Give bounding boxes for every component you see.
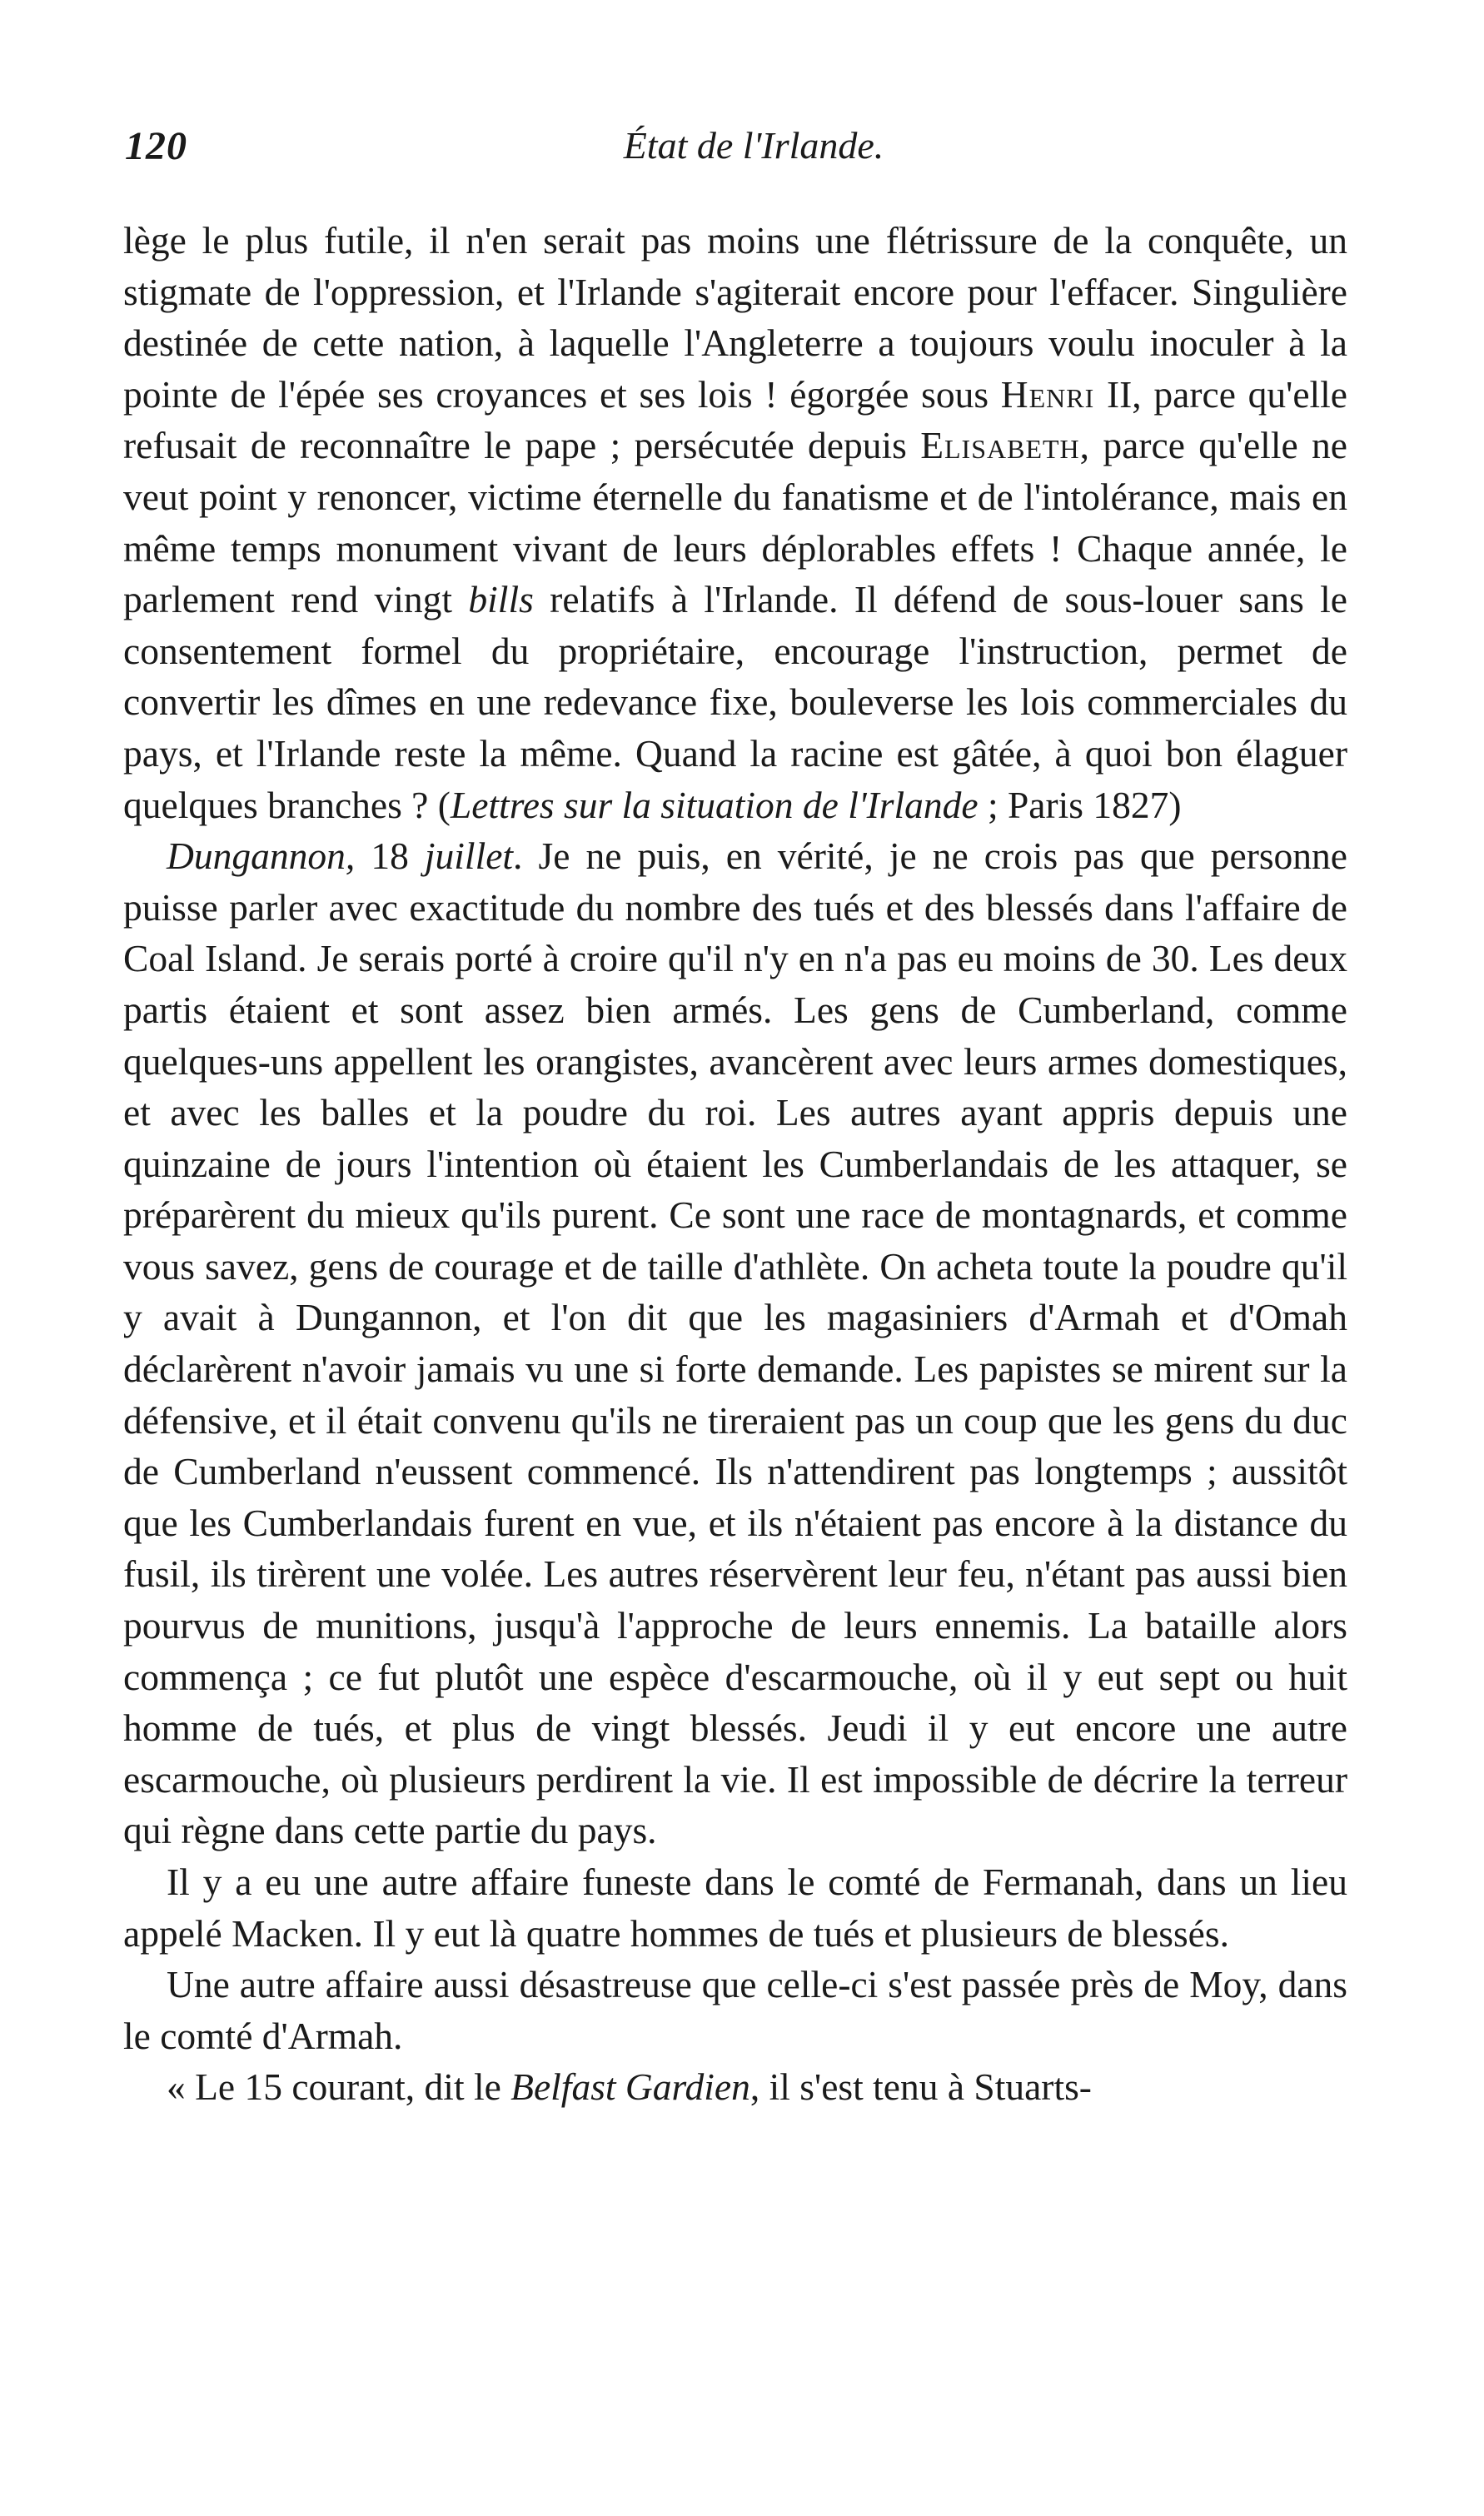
paragraph <box>123 215 1347 830</box>
text-run: ; Paris 1827) <box>978 783 1182 826</box>
text-run: relatifs à l'Irlande. Il défend de sous-louer sans le consentement formel du propriétaire, encourage l'instruction, permet de convertir les dîmes en une redevance fixe, bouleverse les lois commerciales du pays, et l'Irlande reste la même. Quand la racine est gâtée, à quoi bon élaguer quelques branches ? ( <box>123 578 1347 826</box>
italic-text: juillet <box>424 835 514 878</box>
text-run: 18 <box>371 835 425 878</box>
paragraph <box>123 1856 1347 1959</box>
text-run: , il s'est tenu à Stuarts- <box>749 2065 1092 2109</box>
paragraph <box>123 2061 1347 2113</box>
page-number: 120 <box>125 124 187 168</box>
italic-text: Dungannon, <box>167 835 371 878</box>
text-run: « Le 15 courant, dit le <box>167 2065 511 2109</box>
body-text <box>123 215 1347 2113</box>
paragraph <box>123 1959 1347 2061</box>
text-run: Il y a eu une autre affaire funeste dans le comté de Fermanah, dans un lieu appelé Macken. Il y eut là quatre hommes de tués et plusieurs de blessés. <box>123 1861 1347 1955</box>
running-title: État de l'Irlande. <box>623 124 884 167</box>
paragraph <box>123 830 1347 1856</box>
text-run: , parce qu'elle ne veut point y renoncer, victime éternelle du fanatisme et de l'intolérance, mais en même temps monument vivant de leurs déplorables effets ! Chaque année, le parlement rend vingt <box>123 424 1347 621</box>
small-caps-name: Henri <box>1000 372 1095 416</box>
text-run: Une autre affaire aussi désastreuse que celle-ci s'est passée près de Moy, dans le comté d'Armah. <box>123 1963 1347 2057</box>
text-run: lège le plus futile, il n'en serait pas moins une flétrissure de la conquête, un stigmate de l'oppression, et l'Irlande s'agiterait encore pour l'effacer. Singulière destinée de cette nation, à laquelle l'Angleterre a toujours voulu inoculer à la pointe de l'épée ses croyances et ses lois ! égorgée sous <box>123 219 1347 416</box>
text-run: II, parce qu'elle refusait de reconnaître le pape ; persécutée depuis <box>123 372 1347 467</box>
running-head <box>125 123 1349 182</box>
italic-text: Belfast Gardien <box>510 2065 750 2109</box>
text-run: . Je ne puis, en vérité, je ne crois pas que personne puisse parler avec exactitude du nombre des tués et des blessés dans l'affaire de Coal Island. Je serais porté à croire qu'il n'y en n'a pas eu moins de 30. Les deux partis étaient et sont assez bien armés. Les gens de Cumberland, comme quelques-uns appellent les orangistes, avancèrent avec leurs armes domestiques, et avec les balles et la poudre du roi. Les autres ayant appris depuis une quinzaine de jours l'intention où étaient les Cumberlandais de les attaquer, se préparèrent du mieux qu'ils purent. Ce sont une race de montagnards, et comme vous savez, gens de courage et de taille d'athlète. On acheta toute la poudre qu'il y avait à Dungannon, et l'on dit que les magasiniers d'Armah et d'Omah déclarèrent n'avoir jamais vu une si forte demande. Les papistes se mirent sur la défensive, et il était convenu qu'ils ne tireraient pas un coup que les gens du duc de Cumberland n'eussent commencé. Ils n'attendirent pas longtemps ; aussitôt que les Cumberlandais furent en vue, et ils n'étaient pas encore à la distance du fusil, ils tirèrent une volée. Les autres réservèrent leur feu, n'étant pas aussi bien pourvus de munitions, jusqu'à l'approche de leurs ennemis. La bataille alors commença ; ce fut plutôt une espèce d'escarmouche, où il y eut sept ou huit homme de tués, et plus de vingt blessés. Jeudi il y eut encore une autre escarmouche, où plusieurs perdirent la vie. Il est impossible de décrire la terreur qui règne dans cette partie du pays. <box>123 835 1348 1852</box>
italic-text: Lettres sur la situation de l'Irlande <box>450 783 979 826</box>
italic-text: bills <box>468 578 534 621</box>
small-caps-name: Elisabeth <box>920 424 1080 467</box>
